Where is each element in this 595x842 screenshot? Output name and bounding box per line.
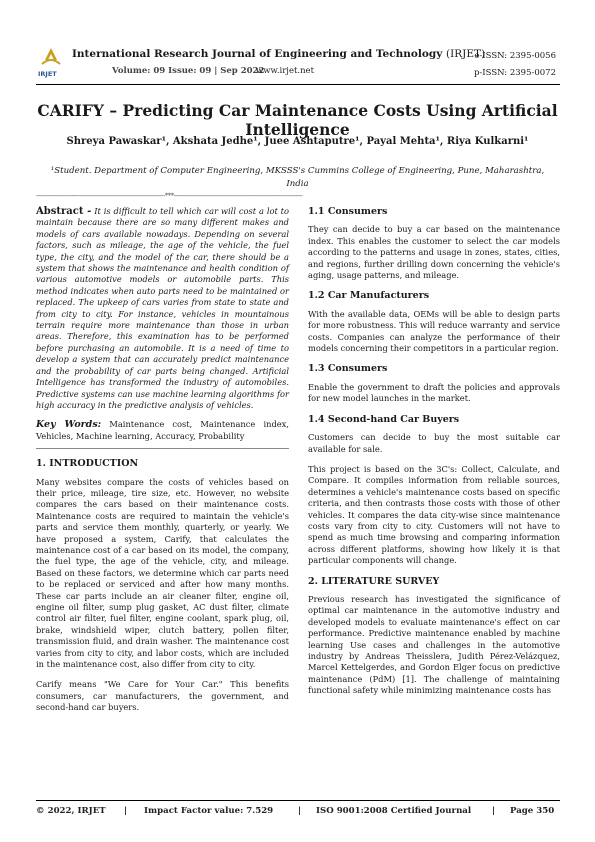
pissn: p-ISSN: 2395-0072 (473, 68, 556, 78)
footer-copyright: © 2022, IRJET (36, 806, 106, 816)
author-list: Shreya Pawaskar¹, Akshata Jedhe¹, Juee Ashtaputre¹, Payal Mehta¹, Riya Kulkarni¹ (66, 136, 529, 147)
second-hand-paragraph-1: Customers can decide to buy the most suitable car available for sale. (308, 432, 560, 454)
website: www.irjet.net (256, 66, 315, 76)
section-heading-manufacturers: 1.2 Car Manufacturers (308, 290, 430, 302)
footer-separator: | (492, 806, 496, 816)
footer-impact-factor: Impact Factor value: 7.529 (144, 806, 274, 816)
abstract-text: It is difficult to tell which car will cost a lot to maintain because there are so many different makes and models of cars available nowadays. Depending on several factors, such as mileage, the age of the vehicle, the fuel type, the city, and the model of the car, there should be a system that shows the maintenance and health condition of various automotive models or automobile parts. This method indicates when auto parts need to be maintained or replaced. The upkeep of cars varies from state to state and from city to city. For instance, vehicles in mountainous terrain require more maintenance than those in urban areas. Therefore, this examination has to be performed before purchasing an automobile. It is a need of time to develop a system that can accurately predict maintenance and the probability of car parts being changed. Artificial Intelligence has transformed the industry of automobiles. Predictive systems can use machine learning algorithms for high accuracy in the predictive analysis of vehicles. (36, 206, 290, 410)
footer-rule (36, 800, 560, 801)
eissn: e-ISSN: 2395-0056 (474, 51, 556, 61)
journal-name: International Research Journal of Engineering and Technology (IRJET) (72, 48, 486, 60)
left-column (36, 206, 289, 723)
logo-text: IRJET (38, 70, 57, 78)
issn-block (474, 48, 556, 82)
section-heading-consumers-2: 1.3 Consumers (308, 363, 388, 375)
paper-title: CARIFY – Predicting Car Maintenance Costs Using Artificial Intelligence (37, 101, 558, 139)
footer-separator: | (298, 806, 302, 816)
intro-paragraph-2: Carify means "We Care for Your Car." This benefits consumers, car manufacturers, the government, and second-hand car buyers. (36, 679, 289, 713)
abstract-box (36, 206, 289, 449)
right-column (308, 206, 560, 706)
footer-separator: | (124, 806, 128, 816)
section-heading-consumers: 1.1 Consumers (308, 206, 388, 217)
affiliation: ¹Student. Department of Computer Engineering, MKSSS's Cummins College of Engineering, Pune, Maharashtra, India (50, 166, 545, 189)
keywords (36, 419, 289, 442)
intro-paragraph-1: Many websites compare the costs of vehicles based on their price, mileage, tire size, etc. However, no website compares the cars based on their maintenance costs. Maintenance costs are required to maintain the vehicle's parts and service them monthly, quarterly, or yearly. We have proposed a system, Carify, that calculates the maintenance cost of a car based on its model, the company, the fuel type, the age of the vehicle, city, and mileage. Based on these factors, we determine which car parts need to be replaced or serviced and after how many months. These car parts include an air cleaner filter, engine oil, engine oil filter, sump plug gasket, AC dust filter, climate control air filter, fuel filter, engine coolant, spark plug, oil, brake, windshield wiper, clutch battery, pollen filter, transmission fluid, and drain washer. The maintenance cost varies from city to city, and labor costs, which are included in the maintenance cost, also differ from city to city. (36, 476, 289, 670)
manufacturers-paragraph: With the available data, OEMs will be able to design parts for more robustness. This will reduce warranty and service costs. Companies can analyze the performance of their models concerning their competitors in a particular region. (308, 308, 560, 354)
keywords-label: Key Words: (36, 419, 102, 431)
literature-paragraph: Previous research has investigated the significance of optimal car maintenance in the automotive industry and developed models to evaluate maintenance's effect on car performance. Predictive maintenance enabled by machine learning Use cases and challenges in the automotive industry by Andreas Theisslera, Judith Pérez-Velázquez, Marcel Kettelgerdes, and Gordon Elger focus on predictive maintenance (PdM) [1]. The challenge of maintaining functional safety while minimizing maintenance costs has (308, 593, 560, 696)
separator: ---------------------------------------------------------------------***--------------------------------------------------------------------- (36, 192, 303, 200)
second-hand-paragraph-2: This project is based on the 3C's: Collect, Calculate, and Compare. It compiles information from reliable sources, determines a vehicle's maintenance costs based on specific criteria, and then contrasts those costs with those of other vehicles. It compares the data city-wise since maintenance costs vary from city to city. Customers will not have to spend as much time browsing and comparing information across different platforms, showing how likely it is that particular components will change. (308, 463, 560, 566)
section-heading-literature-survey: 2. LITERATURE SURVEY (308, 575, 440, 587)
abstract (36, 206, 289, 411)
footer-page-number: Page 350 (510, 806, 555, 816)
volume-issue: Volume: 09 Issue: 09 | Sep 2022 (112, 66, 265, 76)
keywords-text: Maintenance cost, Maintenance index, Vehicles, Machine learning, Accuracy, Probability (36, 419, 289, 441)
government-paragraph: Enable the government to draft the policies and approvals for new model launches in the market. (308, 381, 560, 404)
footer-iso: ISO 9001:2008 Certified Journal (316, 806, 472, 816)
section-heading-introduction: 1. INTRODUCTION (36, 458, 139, 470)
header-rule (36, 84, 560, 85)
abstract-label: Abstract - (36, 206, 92, 217)
consumers-paragraph: They can decide to buy a car based on the maintenance index. This enables the customer to select the car models according to the patterns and usage in zones, states, cities, and regions, further drilling down concerning the vehicle's aging, usage patterns, and mileage. (308, 224, 560, 281)
section-heading-second-hand: 1.4 Second-hand Car Buyers (308, 413, 460, 425)
journal-header (36, 44, 560, 84)
